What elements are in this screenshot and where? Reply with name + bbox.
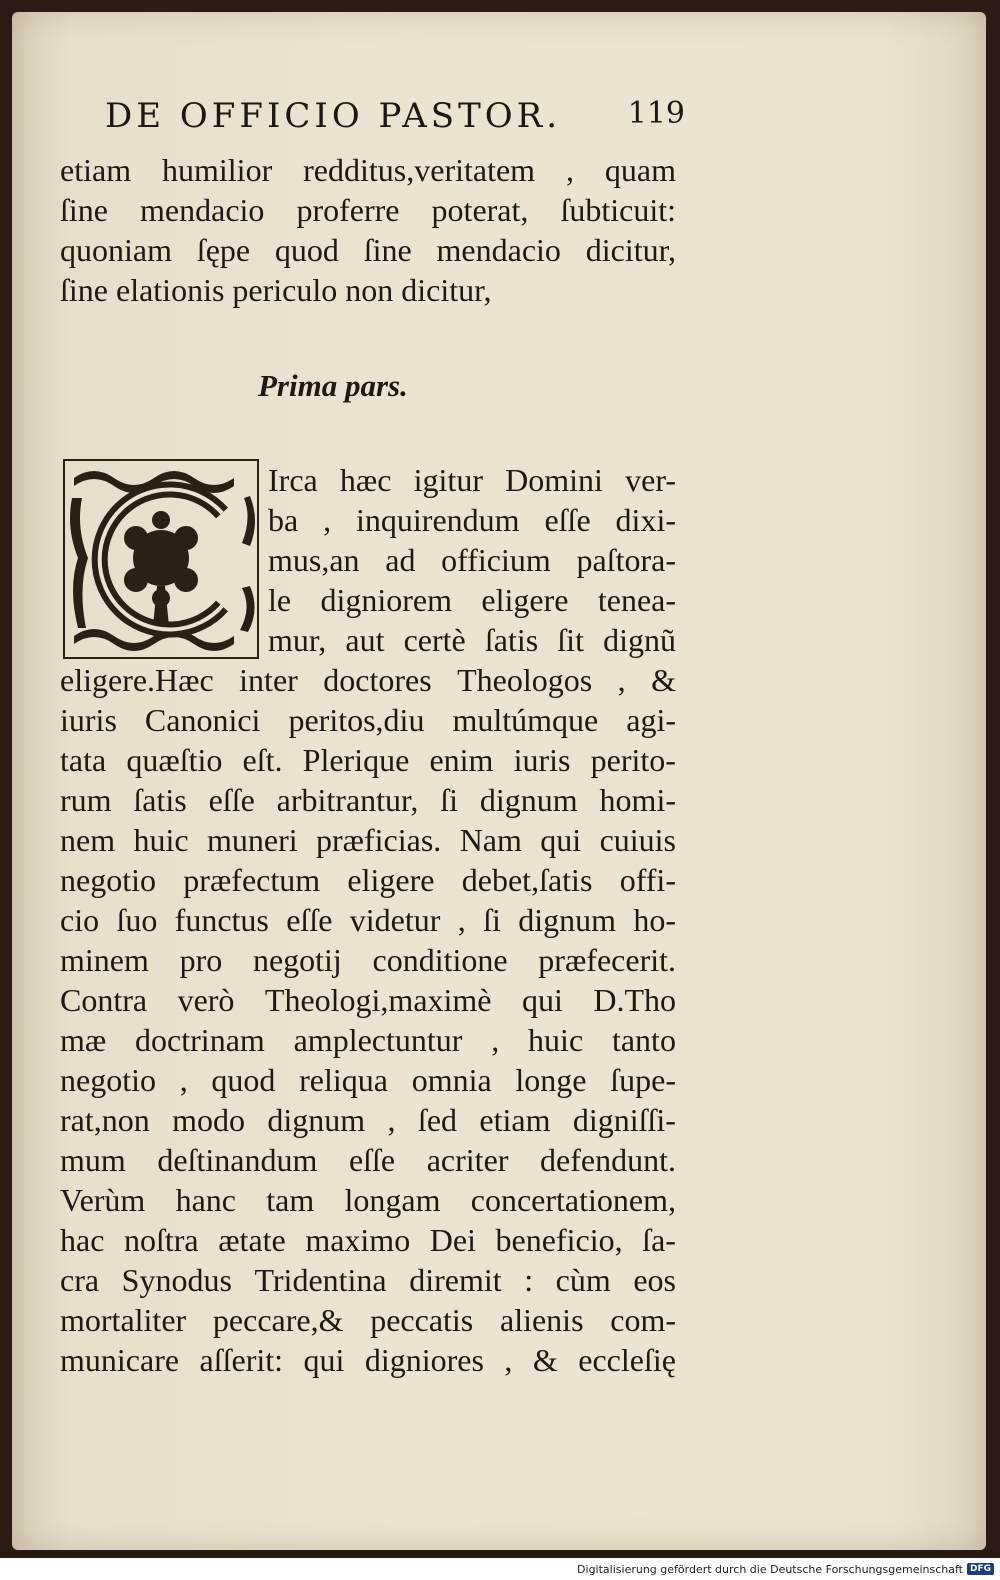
digitization-credit — [577, 1560, 994, 1578]
text-line: ba , inquirendum eſſe dixi- — [268, 502, 676, 538]
header-title: DE OFFICIO PASTOR. — [105, 96, 562, 136]
text-line: tata quæſtio eſt. Plerique enim iuris perito- — [60, 742, 676, 778]
text-line: hac noſtra ætate maximo Dei beneficio, ſa- — [60, 1222, 676, 1258]
running-header — [105, 96, 685, 144]
decorated-initial — [62, 458, 260, 660]
text-line: Irca hæc igitur Domini ver- — [268, 462, 676, 498]
page-number: 119 — [627, 96, 685, 131]
text-line: ſine mendacio proferre poterat, ſubticuit: — [60, 192, 676, 228]
text-line: Verùm hanc tam longam concertationem, — [60, 1182, 676, 1218]
text-line: iuris Canonici peritos,diu multúmque agi- — [60, 702, 676, 738]
text-line: quoniam ſępe quod ſine mendacio dicitur, — [60, 232, 676, 268]
text-line: mæ doctrinam amplectuntur , huic tanto — [60, 1022, 676, 1058]
text-line: rum ſatis eſſe arbitrantur, ſi dignum homi- — [60, 782, 676, 818]
text-line: mum deſtinandum eſſe acriter defendunt. — [60, 1142, 676, 1178]
text-line: ſine elationis periculo non dicitur, — [60, 272, 492, 308]
text-line: nem huic muneri præficias. Nam qui cuiuis — [60, 822, 676, 858]
text-line: cio ſuo functus eſſe videtur , ſi dignum ho- — [60, 902, 676, 938]
text-line: mortaliter peccare,& peccatis alienis com- — [60, 1302, 676, 1338]
text-line: cra Synodus Tridentina diremit : cùm eos — [60, 1262, 676, 1298]
text-line: mus,an ad officium paſtora- — [268, 542, 676, 578]
text-line: rat,non modo dignum , ſed etiam digniſſi- — [60, 1102, 676, 1138]
dfg-logo: DFG — [967, 1563, 994, 1575]
text-line: etiam humilior redditus,veritatem , quam — [60, 152, 676, 188]
text-line: municare aſſerit: qui digniores , & eccleſię — [60, 1342, 676, 1378]
section-heading: Prima pars. — [258, 368, 408, 403]
text-line: Contra verò Theologi,maximè qui D.Tho — [60, 982, 676, 1018]
text-line: negotio præfectum eligere debet,ſatis offi- — [60, 862, 676, 898]
text-line: minem pro negotij conditione præfecerit. — [60, 942, 676, 978]
text-line: mur, aut certè ſatis ſit dignũ — [268, 622, 676, 658]
footer-text: Digitalisierung gefördert durch die Deutsche Forschungsgemeinschaft — [577, 1562, 963, 1576]
text-line: negotio , quod reliqua omnia longe ſupe- — [60, 1062, 676, 1098]
text-line: eligere.Hæc inter doctores Theologos , & — [60, 662, 676, 698]
text-line: le digniorem eligere tenea- — [268, 582, 676, 618]
